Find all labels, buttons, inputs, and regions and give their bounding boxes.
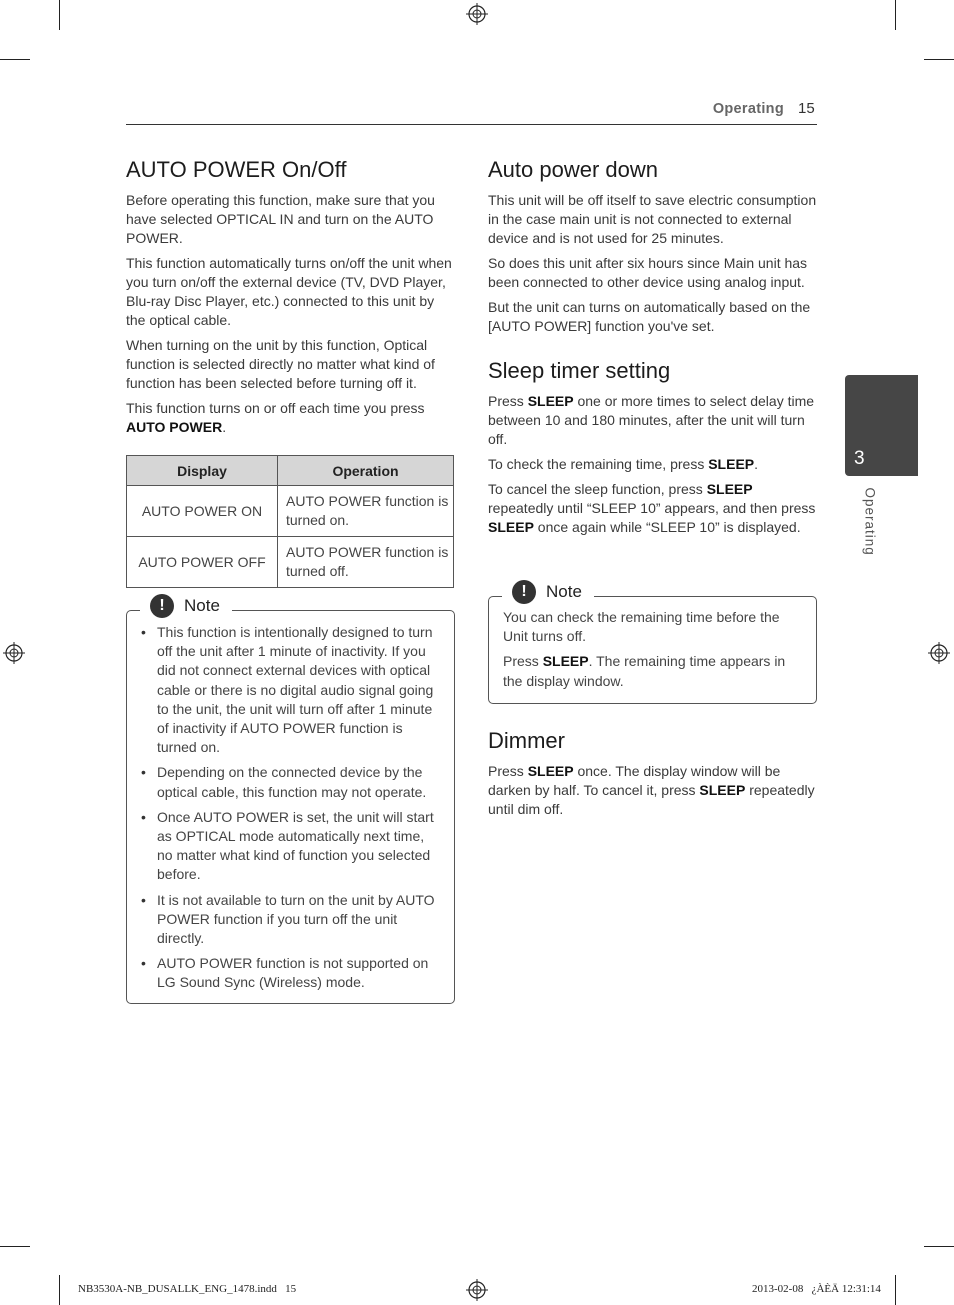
note-header <box>502 580 594 604</box>
header-rule <box>126 124 817 125</box>
crop-mark <box>59 1275 60 1305</box>
auto-power-paragraph: When turning on the unit by this function, Optical function is selected directly no matter what kind of function has been selected before turning off it. <box>126 337 435 391</box>
text: repeatedly until “SLEEP 10” appears, and then press <box>488 500 816 516</box>
footer-file: NB3530A-NB_DUSALLK_ENG_1478.indd 15 <box>78 1283 297 1295</box>
table-cell: AUTO POWER ON <box>127 486 278 537</box>
table-header: Operation <box>278 456 454 486</box>
list-item: • Once AUTO POWER is set, the unit will start as OPTICAL mode automatically next time, no matter what kind of function you selected before. <box>127 808 442 885</box>
text: repeatedly until dim off. <box>488 782 815 817</box>
list-item: • AUTO POWER function is not supported on LG Sound Sync (Wireless) mode. <box>127 954 442 992</box>
crop-mark <box>924 59 954 60</box>
note-text <box>503 652 802 690</box>
header-section: Operating <box>712 101 784 117</box>
note-box <box>126 610 455 1004</box>
paragraph: This unit will be off itself to save electric consumption in the case main unit is not connected to external device and is not used for 25 minutes. <box>488 192 817 246</box>
crop-mark <box>895 0 896 30</box>
exclamation-icon: ! <box>150 594 174 618</box>
text: . The remaining time appears in the display window. <box>503 653 786 689</box>
paragraph <box>488 392 818 449</box>
chapter-number: 3 <box>854 448 865 469</box>
auto-power-paragraph <box>126 399 454 437</box>
list-item: • It is not available to turn on the unit by AUTO POWER function if you turn off the unit directly. <box>127 891 442 949</box>
chapter-label: Operating <box>862 487 878 556</box>
registration-mark-icon <box>3 642 25 664</box>
crop-mark <box>0 59 30 60</box>
text: Press <box>503 653 539 670</box>
auto-power-table <box>126 455 454 588</box>
right-column <box>488 157 818 543</box>
note-text: You can check the remaining time before the Unit turns off. <box>503 609 780 645</box>
auto-power-paragraph: This function automatically turns on/off the unit when you turn on/off the external device (TV, DVD Player, Blu-ray Disc Player, etc.) connected to this unit by the optical cable. <box>126 255 452 328</box>
auto-power-paragraph: Before operating this function, make sure that you have selected OPTICAL IN and turn on the AUTO POWER. <box>126 192 435 246</box>
text: one or more times to select delay time between 10 and 180 minutes, after the unit will turn off. <box>488 393 815 447</box>
table-row <box>127 486 454 537</box>
table-cell: AUTO POWER function is turned on. <box>278 486 454 537</box>
text: To cancel the sleep function, press <box>488 481 703 497</box>
note-header <box>140 594 232 618</box>
dimmer-title: Dimmer <box>488 728 565 753</box>
paragraph <box>488 480 818 537</box>
text: . <box>222 419 227 435</box>
text: once. The display window will be darken by half. To cancel it, press <box>488 763 781 798</box>
list-item: • This function is intentionally designed to turn off the unit after 1 minute of inactivity. If you did not connect external devices with optical cable or there is no digital audio signal going to the unit, the unit will turn off after 1 minute of inactivity if AUTO POWER function is turned on. <box>127 623 442 757</box>
text: . <box>754 456 759 472</box>
button-name: SLEEP <box>527 393 574 409</box>
page-number: 15 <box>798 100 815 117</box>
left-column <box>126 157 454 443</box>
sleep-timer-title: Sleep timer setting <box>488 358 671 383</box>
button-name: SLEEP <box>699 782 746 798</box>
exclamation-icon: ! <box>512 580 536 604</box>
paragraph: So does this unit after six hours since Main unit has been connected to other device using analog input. <box>488 255 808 290</box>
button-name: SLEEP <box>708 456 755 472</box>
table-row <box>127 537 454 588</box>
crop-mark <box>924 1246 954 1247</box>
button-name: AUTO POWER <box>126 419 223 435</box>
paragraph <box>488 455 818 474</box>
text: Press <box>488 393 524 409</box>
text: once again while “SLEEP 10” is displayed. <box>537 519 801 535</box>
dimmer-section <box>488 728 818 825</box>
auto-power-title: AUTO POWER On/Off <box>126 157 347 182</box>
registration-mark-icon <box>928 642 950 664</box>
sleep-note-box <box>488 596 817 704</box>
crop-mark <box>0 1246 30 1247</box>
crop-mark <box>59 0 60 30</box>
table-cell: AUTO POWER OFF <box>127 537 278 588</box>
note-title: Note <box>184 596 220 615</box>
table-header: Display <box>127 456 278 486</box>
crop-mark <box>895 1275 896 1305</box>
button-name: SLEEP <box>488 519 534 535</box>
paragraph <box>488 762 818 819</box>
text: Press <box>488 763 524 779</box>
button-name: SLEEP <box>706 481 753 497</box>
note-list <box>127 623 454 993</box>
footer-date: 2013-02-08 ¿ÀÈÄ 12:31:14 <box>752 1283 881 1295</box>
auto-power-down-title: Auto power down <box>488 157 658 182</box>
text: To check the remaining time, press <box>488 456 705 472</box>
registration-mark-icon <box>466 3 488 25</box>
registration-mark-icon <box>466 1279 488 1301</box>
note-title: Note <box>546 582 582 601</box>
table-cell: AUTO POWER function is turned off. <box>278 537 454 588</box>
text: This function turns on or off each time you press <box>126 400 425 416</box>
list-item: • Depending on the connected device by the optical cable, this function may not operate. <box>127 763 442 801</box>
button-name: SLEEP <box>527 763 574 779</box>
button-name: SLEEP <box>542 653 589 670</box>
paragraph: But the unit can turns on automatically based on the [AUTO POWER] function you've set. <box>488 299 811 334</box>
